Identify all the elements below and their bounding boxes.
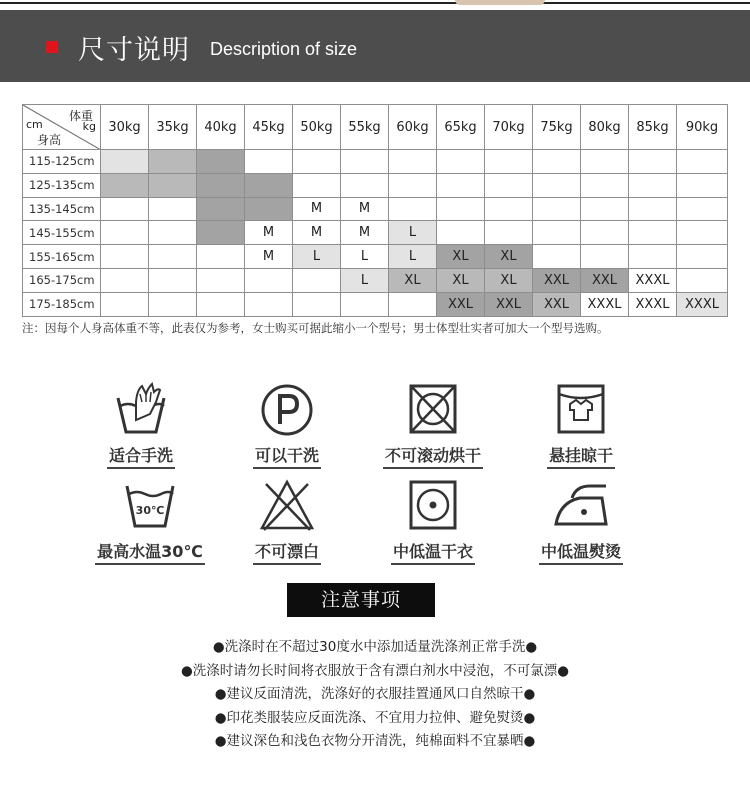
size-cell xyxy=(677,245,728,269)
weight-col-header: 80kg xyxy=(581,105,629,150)
care-label: 中低温干衣 xyxy=(391,539,475,565)
care-item-wash-30 xyxy=(90,476,210,565)
size-cell xyxy=(485,221,533,245)
size-cell xyxy=(629,173,677,197)
weight-col-header: 35kg xyxy=(149,105,197,150)
size-cell xyxy=(197,150,245,174)
size-cell xyxy=(581,197,629,221)
size-cell xyxy=(101,197,149,221)
size-cell xyxy=(293,173,341,197)
size-cell xyxy=(581,221,629,245)
size-cell: M xyxy=(293,221,341,245)
size-cell xyxy=(245,197,293,221)
size-cell xyxy=(197,268,245,292)
size-cell xyxy=(677,221,728,245)
size-cell xyxy=(629,197,677,221)
care-label: 不可滚动烘干 xyxy=(383,443,483,469)
size-cell xyxy=(437,221,485,245)
size-cell xyxy=(149,245,197,269)
size-cell xyxy=(197,197,245,221)
size-cell xyxy=(341,173,389,197)
size-cell xyxy=(197,245,245,269)
size-cell xyxy=(533,197,581,221)
size-cell xyxy=(293,150,341,174)
size-table xyxy=(22,104,728,317)
size-cell xyxy=(389,173,437,197)
size-cell xyxy=(629,150,677,174)
care-item-dry-clean xyxy=(227,380,347,469)
notice-tip: ●印花类服装应反面洗涤、不宜用力拉伸、避免熨烫● xyxy=(214,709,536,726)
weight-col-header: 65kg xyxy=(437,105,485,150)
no-tumble-dry-icon xyxy=(398,380,468,440)
size-cell xyxy=(245,292,293,316)
size-cell: XL xyxy=(485,245,533,269)
size-cell xyxy=(101,292,149,316)
height-row-header: 175-185cm xyxy=(23,292,101,316)
size-cell xyxy=(485,173,533,197)
weight-label: 体重 xyxy=(68,109,93,123)
size-cell xyxy=(245,150,293,174)
size-cell xyxy=(485,150,533,174)
size-table-body xyxy=(23,150,728,317)
size-cell xyxy=(437,173,485,197)
care-item-no-tumble-dry xyxy=(373,380,493,469)
size-cell xyxy=(149,221,197,245)
height-row-header: 145-155cm xyxy=(23,221,101,245)
size-cell: XL xyxy=(389,268,437,292)
size-cell: XL xyxy=(437,245,485,269)
notice-tip: ●建议反面清洗，洗涤好的衣服挂置通风口自然晾干● xyxy=(214,686,536,702)
red-square-icon xyxy=(46,41,58,53)
size-cell xyxy=(149,268,197,292)
size-cell xyxy=(101,173,149,197)
cropped-photo xyxy=(455,0,545,5)
size-cell: M xyxy=(293,197,341,221)
size-cell xyxy=(533,221,581,245)
size-cell xyxy=(533,245,581,269)
size-cell xyxy=(197,292,245,316)
height-row-header: 155-165cm xyxy=(23,245,101,269)
section-header xyxy=(0,10,750,82)
top-line xyxy=(0,2,750,4)
care-item-no-bleach xyxy=(227,476,347,565)
tumble-dry-low-icon xyxy=(398,476,468,536)
size-cell: M xyxy=(245,245,293,269)
table-row xyxy=(23,197,728,221)
weight-col-header: 40kg xyxy=(197,105,245,150)
size-cell xyxy=(149,197,197,221)
size-cell xyxy=(197,221,245,245)
care-item-hand-wash xyxy=(81,380,201,469)
table-row xyxy=(23,150,728,174)
size-cell: XXL xyxy=(533,292,581,316)
size-cell: L xyxy=(341,268,389,292)
weight-col-header: 50kg xyxy=(293,105,341,150)
size-cell xyxy=(341,292,389,316)
table-corner xyxy=(23,105,101,150)
size-cell xyxy=(533,173,581,197)
size-cell: XXXL xyxy=(581,292,629,316)
size-cell xyxy=(101,245,149,269)
care-label: 适合手洗 xyxy=(107,443,175,469)
height-label: 身高 xyxy=(37,133,62,147)
size-cell xyxy=(581,173,629,197)
table-row xyxy=(23,245,728,269)
size-cell xyxy=(149,292,197,316)
size-cell xyxy=(533,150,581,174)
care-label: 中低温熨烫 xyxy=(539,539,623,565)
size-cell xyxy=(293,268,341,292)
care-label: 不可漂白 xyxy=(253,539,321,565)
notice-tips xyxy=(0,636,750,754)
weight-col-header: 90kg xyxy=(677,105,728,150)
size-cell: M xyxy=(245,221,293,245)
hand-wash-icon xyxy=(106,380,176,440)
size-cell xyxy=(485,197,533,221)
size-cell xyxy=(437,197,485,221)
size-table-header xyxy=(23,105,728,150)
weight-col-header: 55kg xyxy=(341,105,389,150)
size-cell xyxy=(293,292,341,316)
size-cell: M xyxy=(341,197,389,221)
weight-col-header: 45kg xyxy=(245,105,293,150)
height-row-header: 135-145cm xyxy=(23,197,101,221)
size-cell: XXL xyxy=(485,292,533,316)
size-cell xyxy=(581,245,629,269)
size-cell: L xyxy=(293,245,341,269)
size-cell xyxy=(341,150,389,174)
size-cell xyxy=(197,173,245,197)
weight-col-header: 70kg xyxy=(485,105,533,150)
dry-clean-p-icon xyxy=(252,380,322,440)
wash-temp-badge: 30℃ xyxy=(135,504,165,517)
size-cell xyxy=(389,150,437,174)
wash-30-icon xyxy=(115,476,185,536)
size-cell xyxy=(101,268,149,292)
care-item-hang-dry xyxy=(521,380,641,469)
notice-title: 注意事项 xyxy=(287,583,435,617)
care-label: 可以干洗 xyxy=(253,443,321,469)
size-cell xyxy=(677,197,728,221)
table-row xyxy=(23,173,728,197)
size-cell: XXL xyxy=(437,292,485,316)
care-label: 最高水温30℃ xyxy=(95,539,205,565)
no-bleach-icon xyxy=(252,476,322,536)
section-title-cn: 尺寸说明 xyxy=(78,35,190,66)
weight-col-header: 85kg xyxy=(629,105,677,150)
size-cell xyxy=(629,221,677,245)
size-cell: L xyxy=(341,245,389,269)
notice-tip: ●洗涤时在不超过30度水中添加适量洗涤剂正常手洗● xyxy=(212,639,538,655)
table-row xyxy=(23,292,728,316)
size-cell xyxy=(389,292,437,316)
size-cell: XXL xyxy=(581,268,629,292)
size-cell: XXL xyxy=(533,268,581,292)
size-cell: M xyxy=(341,221,389,245)
size-cell: XXXL xyxy=(677,292,728,316)
iron-low-icon xyxy=(546,476,616,536)
size-cell xyxy=(437,150,485,174)
weight-unit: kg xyxy=(82,120,96,133)
hang-dry-icon xyxy=(546,380,616,440)
weight-col-header: 60kg xyxy=(389,105,437,150)
height-row-header: 165-175cm xyxy=(23,268,101,292)
care-item-iron-low xyxy=(521,476,641,565)
height-row-header: 115-125cm xyxy=(23,150,101,174)
weight-col-header: 30kg xyxy=(101,105,149,150)
size-cell: XXXL xyxy=(629,268,677,292)
care-label: 悬挂晾干 xyxy=(547,443,615,469)
size-cell xyxy=(245,268,293,292)
size-cell xyxy=(389,197,437,221)
table-row xyxy=(23,268,728,292)
notice-tip: ●建议深色和浅色衣物分开清洗，纯棉面料不宜暴晒● xyxy=(214,733,536,749)
size-cell xyxy=(101,221,149,245)
size-cell xyxy=(629,245,677,269)
section-title-en: Description of size xyxy=(210,39,358,59)
size-cell: L xyxy=(389,221,437,245)
size-cell: L xyxy=(389,245,437,269)
table-row xyxy=(23,221,728,245)
size-cell xyxy=(677,268,728,292)
size-cell xyxy=(677,150,728,174)
size-cell xyxy=(149,173,197,197)
weight-col-header: 75kg xyxy=(533,105,581,150)
size-cell: XL xyxy=(437,268,485,292)
care-item-tumble-dry-low xyxy=(373,476,493,565)
size-note: 注：因每个人身高体重不等，此表仅为参考，女士购买可据此缩小一个型号；男士体型壮实者可加大一个型号选购。 xyxy=(22,321,609,335)
size-cell xyxy=(101,150,149,174)
size-cell xyxy=(581,150,629,174)
height-unit: cm xyxy=(26,118,43,131)
height-row-header: 125-135cm xyxy=(23,173,101,197)
size-cell xyxy=(149,150,197,174)
top-strip xyxy=(0,0,750,7)
size-cell: XL xyxy=(485,268,533,292)
size-cell xyxy=(245,173,293,197)
notice-tip: ●洗涤时请勿长时间将衣服放于含有漂白剂水中浸泡，不可氯漂● xyxy=(180,662,570,679)
size-cell: XXXL xyxy=(629,292,677,316)
size-cell xyxy=(677,173,728,197)
